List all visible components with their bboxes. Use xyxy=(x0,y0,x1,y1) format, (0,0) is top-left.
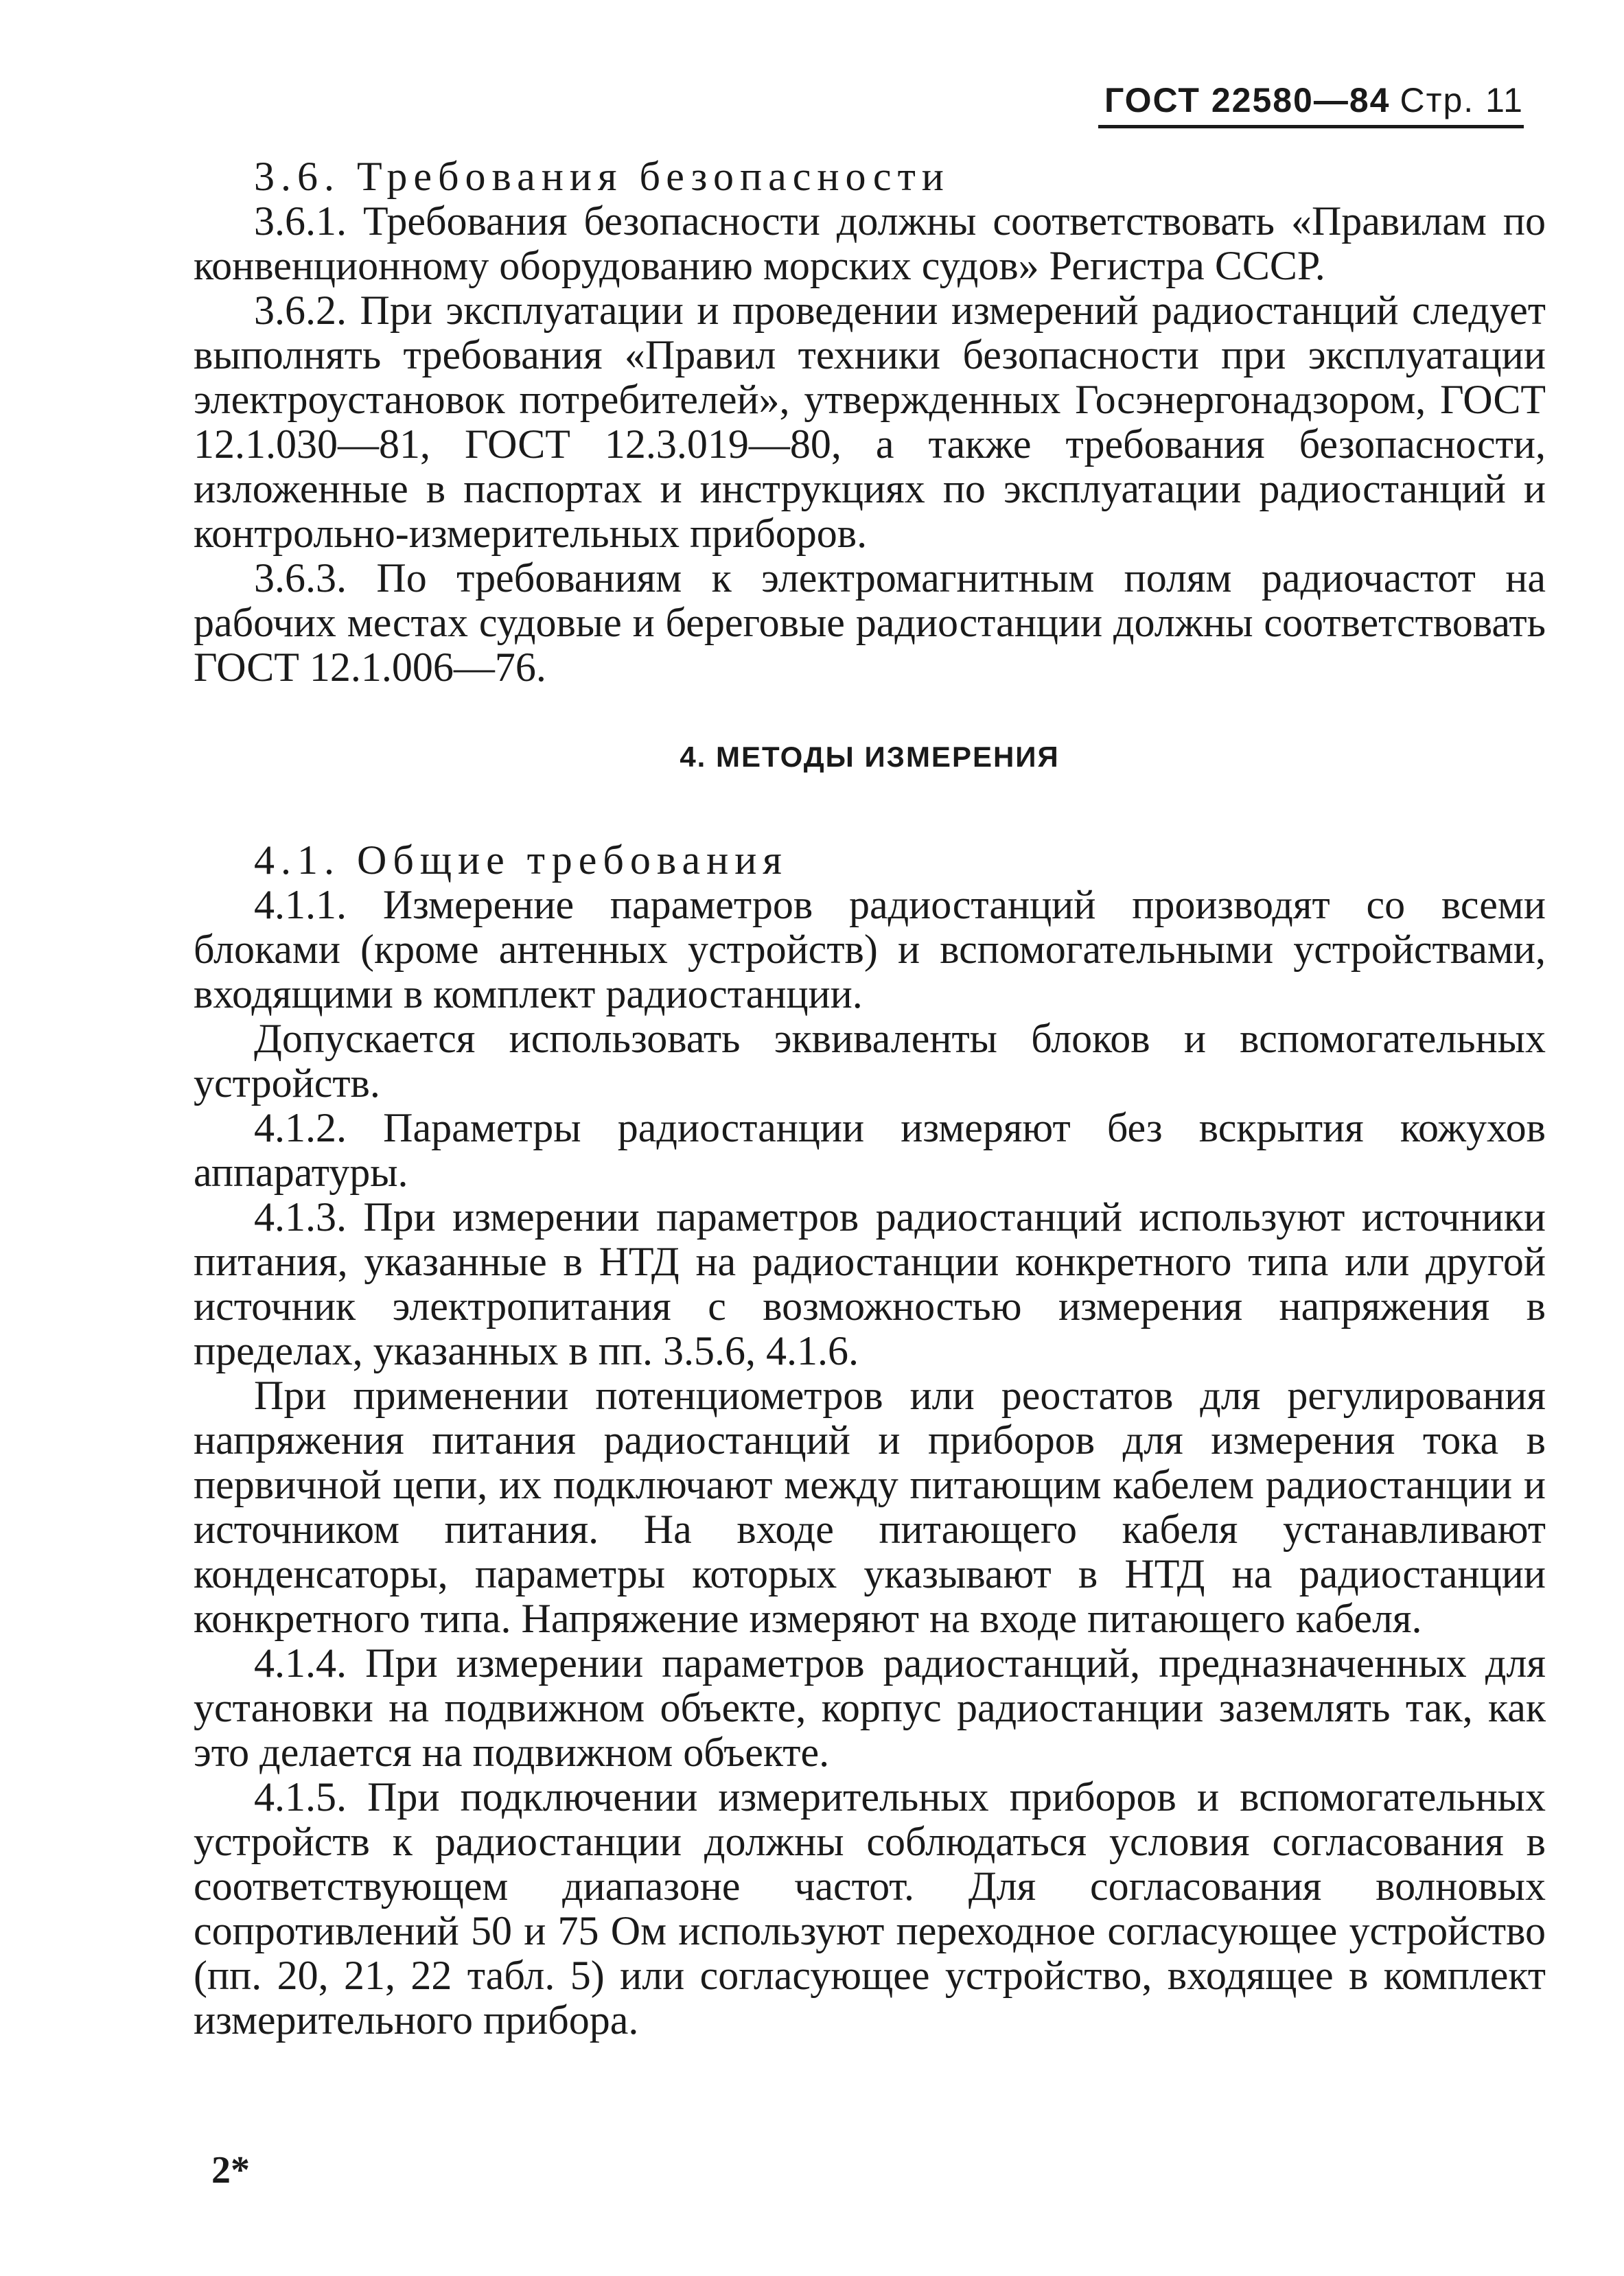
paragraph-4-1-2: 4.1.2. Параметры радиостанции измеряют без вскрытия кожухов аппаратуры. xyxy=(194,1105,1546,1195)
clause-3-6-title: 3.6. Требования безопасности xyxy=(254,154,950,199)
body-text xyxy=(194,154,1546,2043)
paragraph-4-1-1: 4.1.1. Измерение параметров радиостанций производят со всеми блоками (кроме антенных устройств) и вспомогательными устройствами, входящими в комплект радиостанции. xyxy=(194,882,1546,1017)
page-number: Стр. 11 xyxy=(1400,81,1524,119)
paragraph-3-6-1: 3.6.1. Требования безопасности должны соответствовать «Правилам по конвенционному оборудованию морских судов» Регистра СССР. xyxy=(194,198,1546,288)
paragraph-3-6-3: 3.6.3. По требованиям к электромагнитным полям радиочастот на рабочих местах судовые и береговые радиостанции должны соответствовать ГОСТ 12.1.006—76. xyxy=(194,555,1546,690)
section-4-heading: 4. МЕТОДЫ ИЗМЕРЕНИЯ xyxy=(680,741,1060,773)
paragraph-4-1-4: 4.1.4. При измерении параметров радиостанций, предназначенных для установки на подвижном объекте, корпус радиостанции заземлять так, как это делается на подвижном объекте. xyxy=(194,1640,1546,1775)
signature-mark: 2* xyxy=(211,2149,250,2192)
page-header xyxy=(1098,76,1524,128)
standard-number: ГОСТ 22580—84 xyxy=(1104,81,1391,119)
paragraph-4-1-3: 4.1.3. При измерении параметров радиостанций используют источники питания, указанные в НТД на радиостанции конкретного типа или другой источник электропитания с возможностью измерения напряжения в пределах, указанных в пп. 3.5.6, 4.1.6. xyxy=(194,1194,1546,1373)
paragraph-4-1-1-note: Допускается использовать эквиваленты блоков и вспомогательных устройств. xyxy=(194,1016,1546,1106)
clause-4-1-title: 4.1. Общие требования xyxy=(254,837,788,883)
paragraph-4-1-3-cont: При применении потенциометров или реостатов для регулирования напряжения питания радиостанций и приборов для измерения тока в первичной цепи, их подключают между питающим кабелем радиостанции и источником питания. На входе питающего кабеля устанавливают конденсаторы, параметры которых указывают в НТД на радиостанции конкретного типа. Напряжение измеряют на входе питающего кабеля. xyxy=(194,1373,1546,1641)
paragraph-3-6-2: 3.6.2. При эксплуатации и проведении измерений радиостанций следует выполнять требования «Правил техники безопасности при эксплуатации электроустановок потребителей», утвержденных Госэнергонадзором, ГОСТ 12.1.030—81, ГОСТ 12.3.019—80, а также требования безопасности, изложенные в паспортах и инструкциях по эксплуатации радиостанций и контрольно-измерительных приборов. xyxy=(194,288,1546,556)
paragraph-4-1-5: 4.1.5. При подключении измерительных приборов и вспомогательных устройств к радиостанции должны соблюдаться условия согласования в соответствующем диапазоне частот. Для согласования волновых сопротивлений 50 и 75 Ом используют переходное согласующее устройство (пп. 20, 21, 22 табл. 5) или согласующее устройство, входящее в комплект измерительного прибора. xyxy=(194,1774,1546,2043)
